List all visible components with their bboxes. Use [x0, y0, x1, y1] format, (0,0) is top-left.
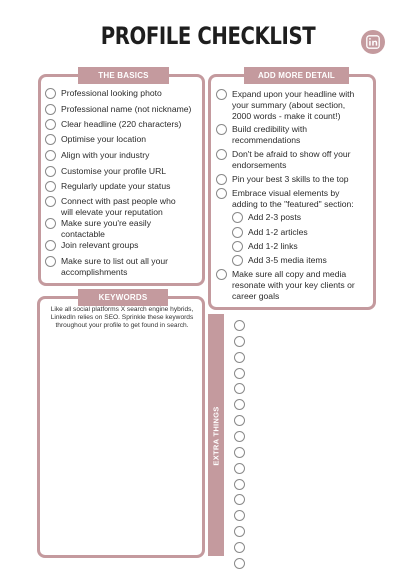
- checkbox[interactable]: [232, 241, 243, 252]
- item-label: [248, 255, 327, 266]
- item-label: [61, 256, 168, 278]
- extra-checkbox[interactable]: [234, 336, 245, 347]
- more-detail-item[interactable]: [216, 188, 354, 210]
- item-label-line: endorsements: [232, 160, 287, 170]
- item-label-line: contactable: [61, 229, 105, 239]
- page-title: PROFILE CHECKLIST: [100, 22, 316, 50]
- extra-checkbox[interactable]: [234, 526, 245, 537]
- item-label: [232, 124, 307, 146]
- basics-item[interactable]: [45, 166, 166, 177]
- item-label: [232, 269, 355, 302]
- item-label-line: Connect with past people who: [61, 196, 176, 206]
- basics-tag: THE BASICS: [78, 67, 169, 84]
- basics-item[interactable]: [45, 134, 146, 145]
- item-label-line: Regularly update your status: [61, 181, 171, 191]
- keywords-tag: KEYWORDS: [78, 289, 168, 306]
- checkbox[interactable]: [45, 256, 56, 267]
- item-label: [61, 196, 176, 218]
- basics-item[interactable]: [45, 119, 181, 130]
- checkbox[interactable]: [45, 181, 56, 192]
- basics-item[interactable]: [45, 104, 191, 115]
- item-label-line: Build credibility with: [232, 124, 307, 134]
- checkbox[interactable]: [216, 149, 227, 160]
- checkbox[interactable]: [216, 269, 227, 280]
- linkedin-glyph: [366, 35, 380, 49]
- extra-checkbox[interactable]: [234, 415, 245, 426]
- item-label-line: Align with your industry: [61, 150, 150, 160]
- item-label-line: Expand upon your headline with: [232, 89, 355, 99]
- item-label: [61, 181, 170, 192]
- item-label-line: Add 3-5 media items: [248, 255, 327, 265]
- checkbox[interactable]: [45, 166, 56, 177]
- checkbox[interactable]: [232, 212, 243, 223]
- featured-sub-item[interactable]: [232, 241, 298, 252]
- item-label: [248, 227, 308, 238]
- item-label: [248, 241, 298, 252]
- item-label-line: 2000 words - make it count!): [232, 111, 341, 121]
- item-label-line: Professional looking photo: [61, 88, 162, 98]
- item-label: [61, 240, 138, 251]
- item-label: [232, 174, 349, 185]
- extra-checkbox[interactable]: [234, 447, 245, 458]
- item-label-line: Don't be afraid to show off your: [232, 149, 351, 159]
- checkbox[interactable]: [216, 89, 227, 100]
- item-label: [61, 134, 146, 145]
- checkbox[interactable]: [45, 150, 56, 161]
- checkbox[interactable]: [45, 240, 56, 251]
- item-label-line: Make sure all copy and media: [232, 269, 347, 279]
- keywords-panel: [37, 293, 205, 558]
- more-detail-tag: ADD MORE DETAIL: [244, 67, 349, 84]
- checkbox[interactable]: [216, 124, 227, 135]
- item-label-line: Clear headline (220 characters): [61, 119, 182, 129]
- checkbox[interactable]: [45, 104, 56, 115]
- item-label: [61, 166, 166, 177]
- keywords-description: Like all social platforms X search engine hybrids, LinkedIn relies on SEO. Sprinkle these keywords throughout your profile to get found in search.: [50, 306, 194, 330]
- more-detail-item[interactable]: [216, 269, 355, 302]
- item-label-line: recommendations: [232, 135, 301, 145]
- item-label: [61, 150, 149, 161]
- checkbox[interactable]: [216, 174, 227, 185]
- more-detail-item[interactable]: [216, 89, 354, 122]
- linkedin-icon[interactable]: [361, 30, 385, 54]
- extra-checkbox[interactable]: [234, 383, 245, 394]
- item-label-line: Join relevant groups: [61, 240, 139, 250]
- item-label-line: Pin your best 3 skills to the top: [232, 174, 349, 184]
- extra-checkbox[interactable]: [234, 320, 245, 331]
- item-label-line: adding to the "featured" section:: [232, 199, 354, 209]
- basics-item[interactable]: [45, 150, 149, 161]
- item-label: [61, 88, 162, 99]
- checkbox[interactable]: [216, 188, 227, 199]
- extra-checkbox[interactable]: [234, 479, 245, 490]
- item-label-line: Make sure to list out all your: [61, 256, 168, 266]
- basics-item[interactable]: [45, 218, 151, 240]
- basics-item[interactable]: [45, 88, 162, 99]
- item-label-line: Add 2-3 posts: [248, 212, 302, 222]
- extra-checkbox[interactable]: [234, 542, 245, 553]
- basics-item[interactable]: [45, 196, 176, 218]
- item-label-line: Customise your profile URL: [61, 166, 167, 176]
- item-label-line: will elevate your reputation: [61, 207, 163, 217]
- more-detail-item[interactable]: [216, 149, 351, 171]
- item-label-line: Embrace visual elements by: [232, 188, 340, 198]
- extra-checkbox[interactable]: [234, 368, 245, 379]
- item-label: [232, 149, 351, 171]
- checkbox[interactable]: [232, 255, 243, 266]
- item-label-line: resonate with your key clients or: [232, 280, 355, 290]
- checkbox[interactable]: [232, 227, 243, 238]
- featured-sub-item[interactable]: [232, 255, 327, 266]
- extra-checkbox[interactable]: [234, 463, 245, 474]
- basics-item[interactable]: [45, 256, 168, 278]
- extra-things-label: EXTRA THINGS: [211, 406, 221, 466]
- featured-sub-item[interactable]: [232, 227, 308, 238]
- checkbox[interactable]: [45, 119, 56, 130]
- more-detail-item[interactable]: [216, 174, 349, 185]
- item-label: [232, 188, 354, 210]
- extra-checkbox[interactable]: [234, 494, 245, 505]
- item-label: [232, 89, 354, 122]
- item-label-line: career goals: [232, 291, 280, 301]
- item-label-line: Add 1-2 links: [248, 241, 298, 251]
- checkbox[interactable]: [45, 134, 56, 145]
- item-label-line: Professional name (not nickname): [61, 104, 192, 114]
- featured-sub-item[interactable]: [232, 212, 301, 223]
- extra-checkbox[interactable]: [234, 558, 245, 569]
- item-label: [61, 119, 181, 130]
- item-label: [61, 218, 151, 240]
- extra-checkbox[interactable]: [234, 399, 245, 410]
- more-detail-item[interactable]: [216, 124, 307, 146]
- item-label: [248, 212, 301, 223]
- checkbox[interactable]: [45, 196, 56, 207]
- extra-checkbox[interactable]: [234, 431, 245, 442]
- item-label-line: Add 1-2 articles: [248, 227, 308, 237]
- basics-item[interactable]: [45, 181, 170, 192]
- extra-checkbox[interactable]: [234, 510, 245, 521]
- item-label-line: Make sure you're easily: [61, 218, 152, 228]
- checkbox[interactable]: [45, 88, 56, 99]
- item-label-line: accomplishments: [61, 267, 128, 277]
- item-label-line: your summary (about section,: [232, 100, 346, 110]
- checkbox[interactable]: [45, 218, 56, 229]
- item-label-line: Optimise your location: [61, 134, 147, 144]
- basics-item[interactable]: [45, 240, 138, 251]
- extra-checkbox[interactable]: [234, 352, 245, 363]
- item-label: [61, 104, 191, 115]
